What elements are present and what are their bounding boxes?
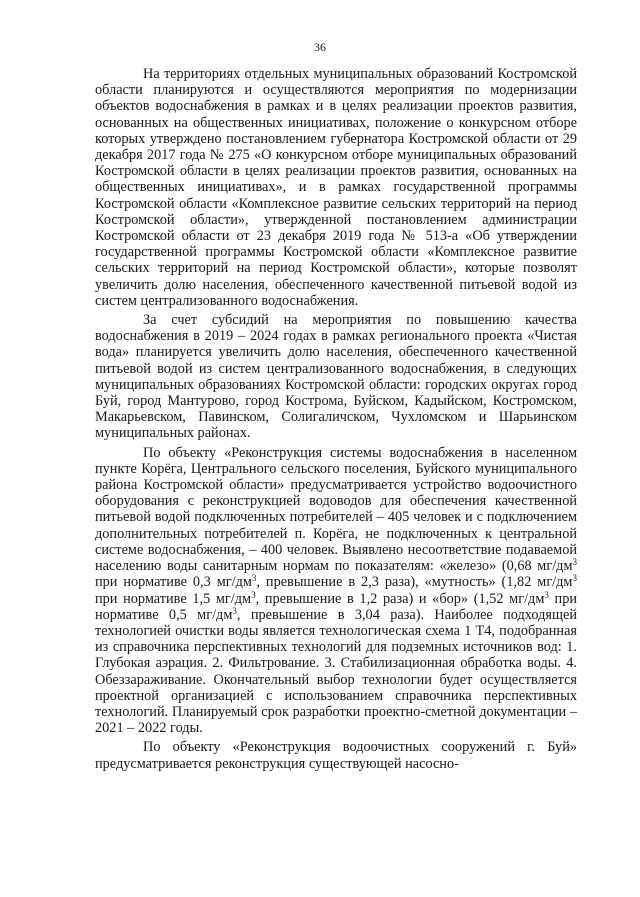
paragraph-water-supply-modernization: На территориях отдельных муниципальных образований Костромской области планируются и осуществляются мероприятия по модернизации объектов водоснабжения в рамках и в целях реализации проектов развития, основанных на общественных инициативах, положение о конкурсном отборе которых утверждено постановлением губернатора Костромской области от 29 декабря 2017 года № 275 «О конкурсном отборе муниципальных образований Костромской области в целях реализации проектов развития, основанных на общественных инициативах», и в рамках государственной программы Костромской области «Комплексное развитие сельских территорий на период Костромской области», утвержденной постановлением администрации Костромской области от 23 декабря 2019 года № 513-а «Об утверждении государственной программы Костромской области «Комплексное развитие сельских территорий на период Костромской области», которые позволят увеличить долю населения, обеспеченного качественной питьевой водой из систем централизованного водоснабжения. [95, 66, 577, 309]
superscript: 3 [572, 557, 577, 568]
superscript: 3 [544, 589, 549, 600]
paragraph-buy-water-treatment: По объекту «Реконструкция водоочистных сооружений г. Буй» предусматривается реконструкция существующей насосно- [95, 739, 577, 772]
superscript: 3 [251, 573, 257, 584]
text-segment: при нормативе 1,5 мг/дм [95, 590, 252, 607]
superscript: 3 [232, 605, 237, 616]
text-segment: , превышение в 3,04 раза). Наиболее подходящей технологией очистки воды является технологическая схема 1 Т4, подобранная из справочника перспективных технологий для подземных источников вод: 1. Глубокая аэрация. 2. Фильтрование. 3. Стабилизационная обработка воды. 4. Обеззараживание. Окончательный выбор технологии будет осуществляется проектной организацией с использованием справочника перспективных технологий. Планируемый срок разработки проектно-сметной документации – 2021 – 2022 годы. [95, 606, 578, 737]
text-segment: , превышение в 2,3 раза), «мутность» (1,82 мг/дм [256, 574, 573, 591]
superscript: 3 [251, 589, 256, 600]
superscript: 3 [572, 573, 577, 584]
paragraph-clean-water-subsidies: За счет субсидий на мероприятия по повышению качества водоснабжения в 2019 – 2024 годах в рамках регионального проекта «Чистая вода» планируется увеличить долю населения, обеспеченного качественной питьевой водой из систем централизованного водоснабжения, в следующих муниципальных образованиях Костромской области: городских округах город Буй, город Мантурово, город Кострома, Буйском, Кадыйском, Костромском, Макарьевском, Павинском, Солигаличском, Чухломском и Шарьинском муниципальных районах. [95, 312, 577, 442]
text-segment: при нормативе 0,3 мг/дм [95, 574, 252, 591]
paragraph-korega-reconstruction [95, 445, 577, 737]
text-segment: По объекту «Реконструкция системы водоснабжения в населенном пункте Корёга, Центрального сельского поселения, Буйского муниципального района Костромской области» предусматривается устройство водоочистного оборудования с реконструкцией водоводов для обеспечения качественной питьевой водой подключенных потребителей – 405 человек и с подключением дополнительных потребителей п. Корёга, не подключенных к центральной системе водоснабжения, – 400 человек. Выявлено несоответствие подаваемой населению воды санитарным нормам по показателям: «железо» (0,68 мг/дм [95, 444, 577, 575]
text-segment: , превышение в 1,2 раза) и «бор» (1,52 мг/дм [255, 590, 545, 607]
text-segment: при нормативе 0,5 мг/дм [95, 590, 577, 623]
page-number: 36 [314, 40, 326, 54]
document-body [95, 66, 577, 772]
